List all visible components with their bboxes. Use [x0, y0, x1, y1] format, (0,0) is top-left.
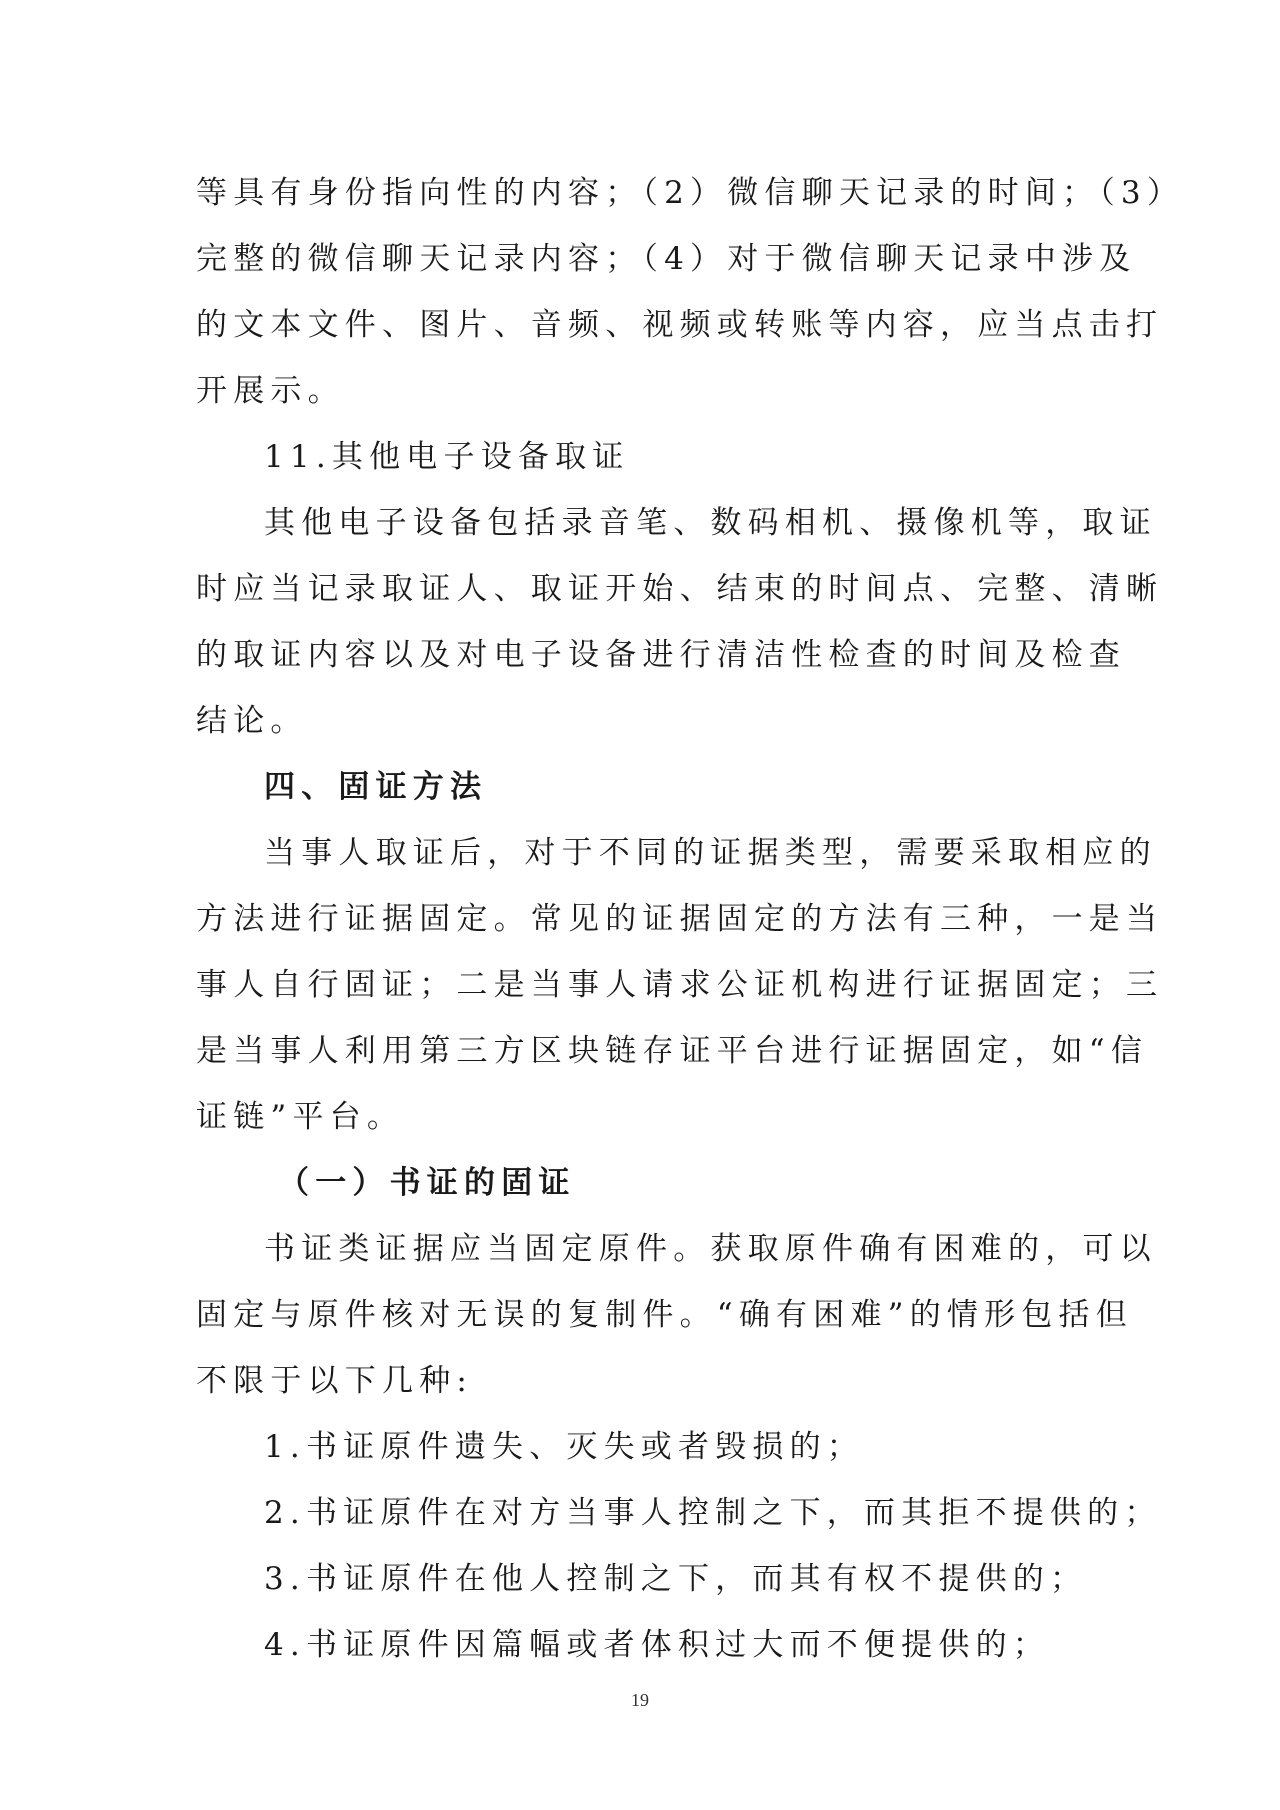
paragraph-line: 时应当记录取证人、取证开始、结束的时间点、完整、清晰 — [196, 571, 1164, 607]
paragraph-line: 当事人取证后，对于不同的证据类型，需要采取相应的 — [264, 835, 1157, 871]
paragraph-line: 是当事人利用第三方区块链存证平台进行证据固定，如“信 — [196, 1033, 1149, 1069]
paragraph-line: 等具有身份指向性的内容；（2）微信聊天记录的时间；（3） — [196, 175, 1185, 211]
page-number: 19 — [631, 1690, 649, 1710]
paragraph-line: 书证类证据应当固定原件。获取原件确有困难的，可以 — [264, 1231, 1157, 1267]
paragraph-line: 的取证内容以及对电子设备进行清洁性检查的时间及检查 — [196, 637, 1126, 673]
paragraph-line: 完整的微信聊天记录内容；（4）对于微信聊天记录中涉及 — [196, 241, 1137, 277]
paragraph-line: 方法进行证据固定。常见的证据固定的方法有三种，一是当 — [196, 901, 1164, 937]
paragraph-line: 固定与原件核对无误的复制件。“确有困难”的情形包括但 — [196, 1297, 1133, 1333]
paragraph-line: 事人自行固证；二是当事人请求公证机构进行证据固定；三 — [196, 967, 1164, 1003]
list-item: 3.书证原件在他人控制之下，而其有权不提供的； — [264, 1561, 1088, 1597]
list-item: 2.书证原件在对方当事人控制之下，而其拒不提供的； — [264, 1495, 1162, 1531]
list-item: 1.书证原件遗失、灭失或者毁损的； — [264, 1429, 864, 1465]
paragraph-line: 不限于以下几种: — [196, 1363, 474, 1399]
paragraph-line: 证链”平台。 — [196, 1099, 405, 1135]
paragraph-line: 开展示。 — [196, 373, 345, 409]
list-item: 4.书证原件因篇幅或者体积过大而不便提供的； — [264, 1627, 1050, 1663]
subsection-heading: （一）书证的固证 — [278, 1165, 576, 1201]
body-text — [196, 160, 1185, 1678]
paragraph-line: 其他电子设备包括录音笔、数码相机、摄像机等，取证 — [264, 505, 1157, 541]
subsection-heading: 11.其他电子设备取证 — [264, 439, 630, 475]
paragraph-line: 结论。 — [196, 703, 308, 739]
paragraph-line: 的文本文件、图片、音频、视频或转账等内容，应当点击打 — [196, 307, 1164, 343]
section-heading: 四、固证方法 — [264, 769, 488, 805]
